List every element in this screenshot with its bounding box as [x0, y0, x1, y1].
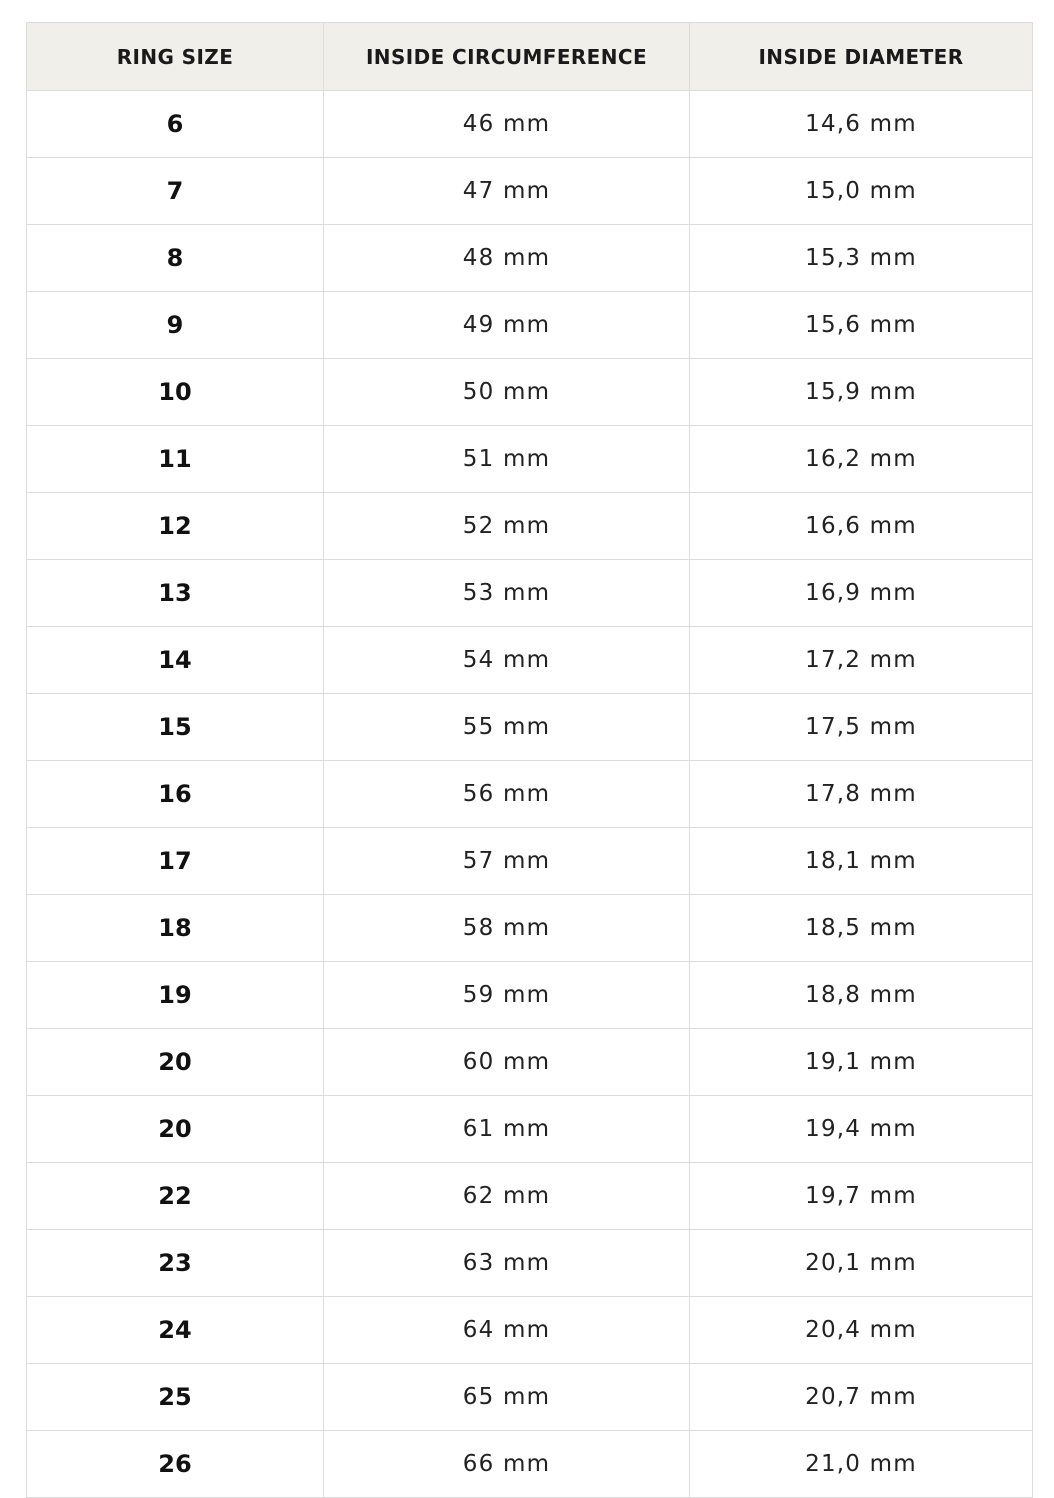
table-row	[27, 426, 1033, 493]
ring-size-cell: 26	[27, 1431, 324, 1498]
ring-size-cell: 20	[27, 1096, 324, 1163]
diameter-cell: 19,7 mm	[690, 1163, 1033, 1230]
table-row	[27, 627, 1033, 694]
diameter-cell: 17,8 mm	[690, 761, 1033, 828]
circumference-cell: 48 mm	[324, 225, 690, 292]
circumference-cell: 53 mm	[324, 560, 690, 627]
circumference-cell: 66 mm	[324, 1431, 690, 1498]
table-row	[27, 694, 1033, 761]
circumference-cell: 57 mm	[324, 828, 690, 895]
circumference-cell: 60 mm	[324, 1029, 690, 1096]
ring-size-cell: 7	[27, 158, 324, 225]
ring-size-cell: 25	[27, 1364, 324, 1431]
table-row	[27, 895, 1033, 962]
table-row	[27, 292, 1033, 359]
table-row	[27, 962, 1033, 1029]
ring-size-cell: 14	[27, 627, 324, 694]
diameter-cell: 16,6 mm	[690, 493, 1033, 560]
diameter-cell: 19,1 mm	[690, 1029, 1033, 1096]
table-row	[27, 1163, 1033, 1230]
table-row	[27, 1431, 1033, 1498]
circumference-cell: 61 mm	[324, 1096, 690, 1163]
circumference-cell: 63 mm	[324, 1230, 690, 1297]
diameter-cell: 16,9 mm	[690, 560, 1033, 627]
diameter-cell: 19,4 mm	[690, 1096, 1033, 1163]
table-row	[27, 493, 1033, 560]
diameter-cell: 18,1 mm	[690, 828, 1033, 895]
ring-size-cell: 9	[27, 292, 324, 359]
ring-size-cell: 18	[27, 895, 324, 962]
ring-size-cell: 15	[27, 694, 324, 761]
circumference-cell: 56 mm	[324, 761, 690, 828]
ring-size-cell: 20	[27, 1029, 324, 1096]
ring-size-cell: 17	[27, 828, 324, 895]
table-row	[27, 158, 1033, 225]
circumference-cell: 47 mm	[324, 158, 690, 225]
ring-size-cell: 10	[27, 359, 324, 426]
ring-size-cell: 12	[27, 493, 324, 560]
circumference-cell: 55 mm	[324, 694, 690, 761]
ring-size-cell: 6	[27, 91, 324, 158]
diameter-cell: 15,6 mm	[690, 292, 1033, 359]
circumference-cell: 59 mm	[324, 962, 690, 1029]
header-row	[27, 23, 1033, 91]
ring-size-cell: 24	[27, 1297, 324, 1364]
table-row	[27, 560, 1033, 627]
ring-size-cell: 13	[27, 560, 324, 627]
table-header	[27, 23, 1033, 91]
column-header-ring-size: RING SIZE	[27, 23, 324, 91]
circumference-cell: 54 mm	[324, 627, 690, 694]
table-row	[27, 1364, 1033, 1431]
ring-size-cell: 16	[27, 761, 324, 828]
diameter-cell: 15,0 mm	[690, 158, 1033, 225]
diameter-cell: 18,8 mm	[690, 962, 1033, 1029]
ring-size-table	[26, 22, 1033, 1498]
circumference-cell: 58 mm	[324, 895, 690, 962]
circumference-cell: 51 mm	[324, 426, 690, 493]
circumference-cell: 50 mm	[324, 359, 690, 426]
diameter-cell: 17,2 mm	[690, 627, 1033, 694]
ring-size-cell: 11	[27, 426, 324, 493]
diameter-cell: 17,5 mm	[690, 694, 1033, 761]
table-row	[27, 1096, 1033, 1163]
diameter-cell: 18,5 mm	[690, 895, 1033, 962]
ring-size-cell: 23	[27, 1230, 324, 1297]
table-row	[27, 1029, 1033, 1096]
diameter-cell: 20,1 mm	[690, 1230, 1033, 1297]
diameter-cell: 16,2 mm	[690, 426, 1033, 493]
column-header-inside-diameter: INSIDE DIAMETER	[690, 23, 1033, 91]
column-header-inside-circumference: INSIDE CIRCUMFERENCE	[324, 23, 690, 91]
circumference-cell: 64 mm	[324, 1297, 690, 1364]
diameter-cell: 20,4 mm	[690, 1297, 1033, 1364]
circumference-cell: 49 mm	[324, 292, 690, 359]
table-row	[27, 761, 1033, 828]
table-row	[27, 828, 1033, 895]
ring-size-cell: 22	[27, 1163, 324, 1230]
diameter-cell: 15,3 mm	[690, 225, 1033, 292]
circumference-cell: 52 mm	[324, 493, 690, 560]
table-row	[27, 359, 1033, 426]
table-row	[27, 1230, 1033, 1297]
table-row	[27, 91, 1033, 158]
ring-size-cell: 8	[27, 225, 324, 292]
table-body	[27, 91, 1033, 1498]
diameter-cell: 14,6 mm	[690, 91, 1033, 158]
circumference-cell: 65 mm	[324, 1364, 690, 1431]
circumference-cell: 62 mm	[324, 1163, 690, 1230]
diameter-cell: 15,9 mm	[690, 359, 1033, 426]
table-row	[27, 1297, 1033, 1364]
ring-size-cell: 19	[27, 962, 324, 1029]
table-row	[27, 225, 1033, 292]
diameter-cell: 20,7 mm	[690, 1364, 1033, 1431]
circumference-cell: 46 mm	[324, 91, 690, 158]
diameter-cell: 21,0 mm	[690, 1431, 1033, 1498]
